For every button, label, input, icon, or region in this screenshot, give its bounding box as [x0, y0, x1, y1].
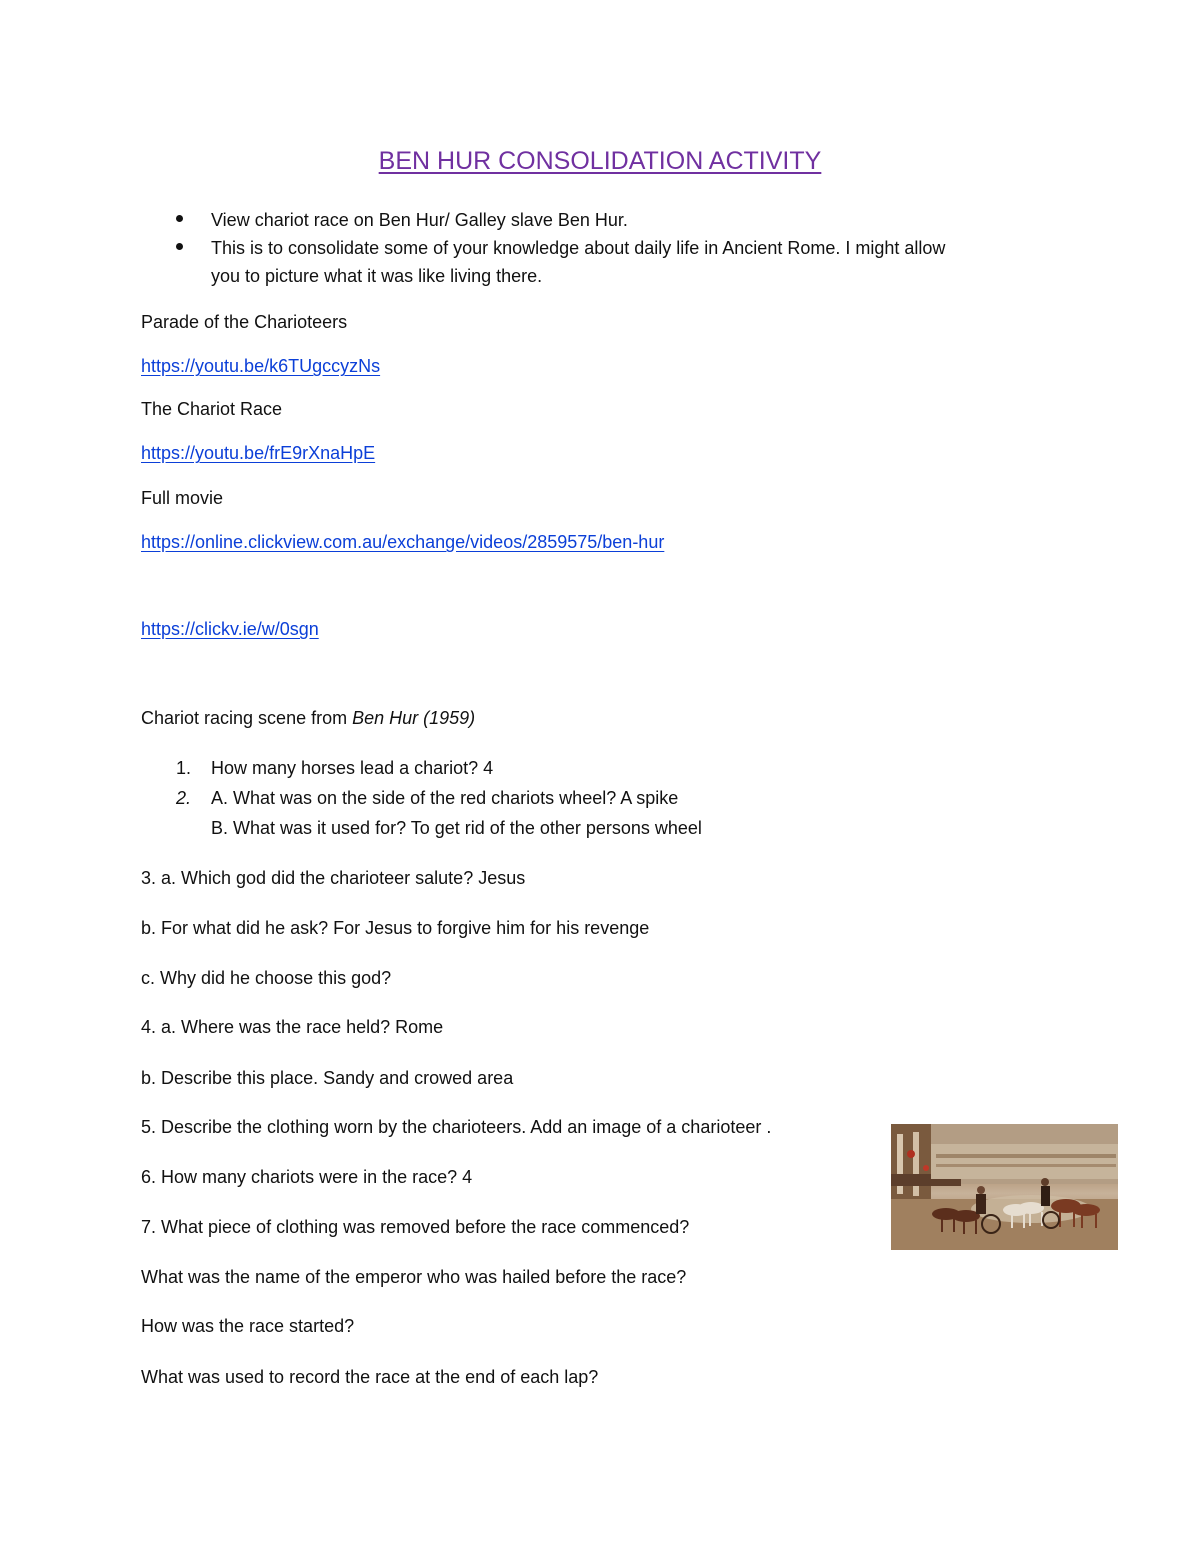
parade-link[interactable]: https://youtu.be/k6TUgccyzNs	[141, 356, 381, 376]
list-item: How many horses lead a chariot? 4	[211, 758, 494, 778]
question-line: b. For what did he ask? For Jesus to forgive him for his revenge	[141, 918, 650, 938]
parade-label: Parade of the Charioteers	[141, 312, 348, 332]
question-line: What was the name of the emperor who was hailed before the race?	[141, 1267, 687, 1287]
short-link[interactable]: https://clickv.ie/w/0sgn	[141, 619, 319, 639]
list-item: A. What was on the side of the red chariots wheel? A spike	[211, 788, 679, 808]
question-line: 4. a. Where was the race held? Rome	[141, 1017, 444, 1037]
movie-link[interactable]: https://online.clickview.com.au/exchange/videos/2859575/ben-hur	[141, 532, 665, 552]
chariot-race-painting-icon	[891, 1124, 1118, 1250]
bullet-item: This is to consolidate some of your knowledge about daily life in Ancient Rome. I might allow	[211, 238, 946, 258]
scene-prefix: Chariot racing scene from	[141, 708, 353, 728]
question-line: 7. What piece of clothing was removed before the race commenced?	[141, 1217, 690, 1237]
race-link[interactable]: https://youtu.be/frE9rXnaHpE	[141, 443, 376, 463]
scene-year: (1959)	[418, 708, 476, 728]
chariot-race-image	[891, 1124, 1118, 1250]
list-number: 1.	[176, 758, 192, 778]
question-line: 6. How many chariots were in the race? 4	[141, 1167, 473, 1187]
bullet-marker	[176, 243, 183, 250]
question-line: How was the race started?	[141, 1316, 355, 1336]
question-line: b. Describe this place. Sandy and crowed area	[141, 1068, 514, 1088]
list-number: 2.	[176, 788, 192, 808]
scene-film-title: Ben Hur	[352, 708, 419, 728]
bullet-item-continuation: you to picture what it was like living there.	[211, 266, 543, 286]
scene-heading	[141, 709, 475, 727]
question-line: 3. a. Which god did the charioteer salute? Jesus	[141, 868, 526, 888]
list-item: B. What was it used for? To get rid of the other persons wheel	[211, 818, 702, 838]
race-label: The Chariot Race	[141, 399, 283, 419]
question-line: c. Why did he choose this god?	[141, 968, 392, 988]
bullet-item: View chariot race on Ben Hur/ Galley slave Ben Hur.	[211, 210, 628, 230]
movie-label: Full movie	[141, 488, 224, 508]
document-title: BEN HUR CONSOLIDATION ACTIVITY	[378, 147, 822, 175]
bullet-marker	[176, 215, 183, 222]
question-line: 5. Describe the clothing worn by the charioteers. Add an image of a charioteer .	[141, 1117, 772, 1137]
question-line: What was used to record the race at the end of each lap?	[141, 1367, 599, 1387]
